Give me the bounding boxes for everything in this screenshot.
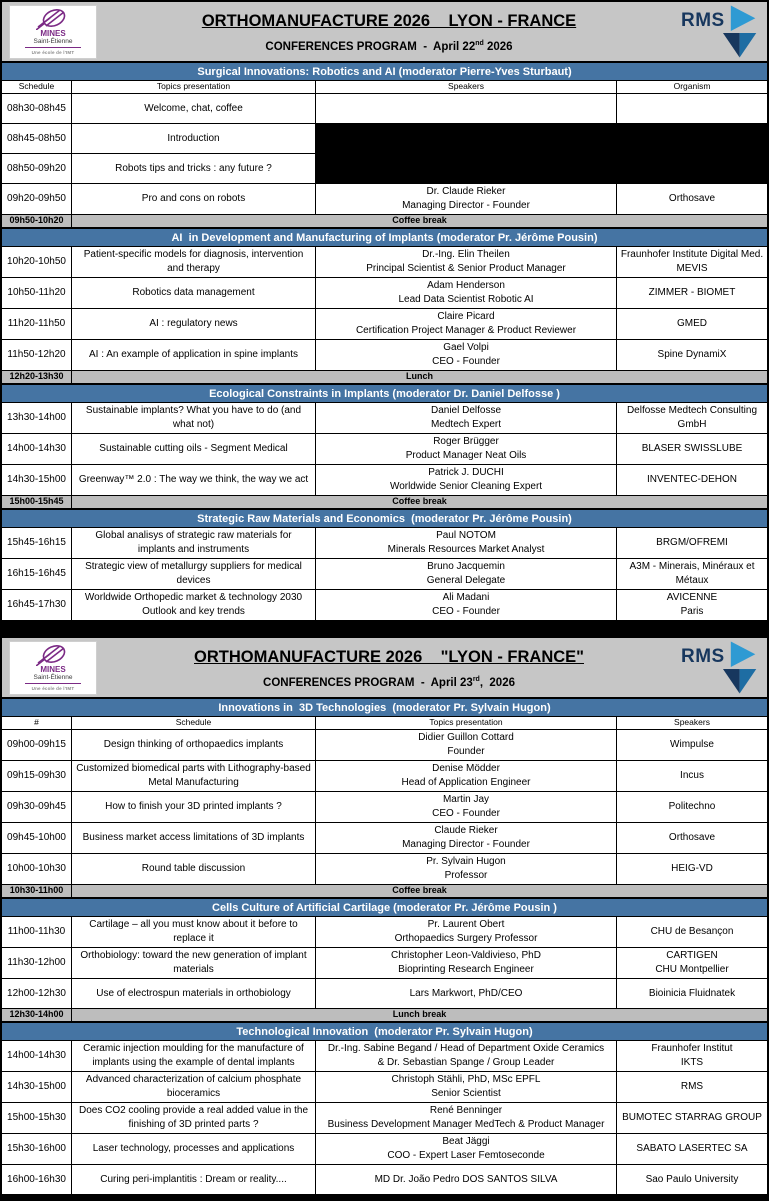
session-row bbox=[2, 278, 767, 309]
topic-cell: Does CO2 cooling provide a real added value in the finishing of 3D printed parts ? bbox=[72, 1103, 316, 1134]
organism-cell bbox=[617, 730, 767, 761]
speakers-cell bbox=[316, 184, 617, 215]
organism-line: HEIG-VD bbox=[671, 863, 713, 874]
organism-cell bbox=[617, 917, 767, 948]
mines-logo-divider bbox=[25, 47, 81, 48]
mines-logo-tagline: Une école de l'IMT bbox=[31, 686, 75, 692]
page-1-sections bbox=[2, 62, 767, 621]
speaker-line: Certification Project Manager & Product Reviewer bbox=[355, 325, 577, 336]
topic-cell: Welcome, chat, coffee bbox=[72, 94, 316, 124]
speaker-line: Professor bbox=[444, 870, 488, 881]
session-row bbox=[2, 403, 767, 434]
speaker-line: Founder bbox=[447, 746, 485, 757]
topic-cell: Worldwide Orthopedic market & technology 2030 Outlook and key trends bbox=[72, 590, 316, 621]
speaker-line: Lars Markwort, PhD/CEO bbox=[409, 987, 523, 999]
topic-cell: Greenway™ 2.0 : The way we think, the way we act bbox=[72, 465, 316, 496]
organism-cell bbox=[617, 1134, 767, 1165]
section-header: Ecological Constraints in Implants (moderator Dr. Daniel Delfosse ) bbox=[2, 384, 767, 403]
organism-line: Orthosave bbox=[668, 832, 716, 843]
speaker-line: Pr. Sylvain Hugon bbox=[426, 856, 506, 867]
organism-cell bbox=[617, 465, 767, 496]
rms-logo bbox=[681, 5, 767, 59]
organism-line: GMED bbox=[677, 318, 707, 329]
speaker-line: Claude Rieker bbox=[434, 825, 498, 836]
organism-cell bbox=[617, 948, 767, 979]
column-header: # bbox=[2, 717, 72, 730]
page-header bbox=[2, 638, 767, 698]
session-row bbox=[2, 1103, 767, 1134]
organism-line: MEVIS bbox=[676, 263, 708, 274]
mines-swirl-icon bbox=[36, 8, 70, 30]
redacted-block bbox=[316, 124, 767, 154]
page-subtitle bbox=[263, 676, 515, 689]
session-row bbox=[2, 528, 767, 559]
organism-cell bbox=[617, 1165, 767, 1195]
page-title: ORTHOMANUFACTURE 2026 LYON - FRANCE bbox=[201, 12, 577, 31]
session-row bbox=[2, 1072, 767, 1103]
break-row bbox=[2, 371, 767, 384]
topic-cell: Cartilage – all you must know about it before to replace it bbox=[72, 917, 316, 948]
speakers-cell bbox=[316, 948, 617, 979]
organism-cell bbox=[617, 403, 767, 434]
organism-line: Fraunhofer Institute Digital Med. bbox=[620, 249, 764, 260]
organism-line: CHU de Besançon bbox=[650, 926, 734, 937]
topic-cell: Patient-specific models for diagnosis, intervention and therapy bbox=[72, 247, 316, 278]
organism-line: BUMOTEC STARRAG GROUP bbox=[622, 1112, 762, 1123]
column-header: Organism bbox=[617, 81, 767, 94]
speakers-cell bbox=[316, 1041, 617, 1072]
organism-cell bbox=[617, 278, 767, 309]
session-row bbox=[2, 1041, 767, 1072]
schedule-cell: 15h00-15h45 bbox=[2, 496, 72, 509]
speaker-line: Minerals Resources Market Analyst bbox=[387, 544, 545, 555]
topic-cell: Robots tips and tricks : any future ? bbox=[72, 154, 316, 184]
mines-logo-divider bbox=[25, 683, 81, 684]
schedule-cell: 10h20-10h50 bbox=[2, 247, 72, 278]
organism-line: CARTIGEN bbox=[666, 950, 718, 961]
speakers-cell bbox=[316, 1103, 617, 1134]
speakers-cell bbox=[316, 94, 617, 124]
speaker-line: Roger Brügger bbox=[433, 436, 499, 447]
speakers-cell bbox=[316, 309, 617, 340]
speaker-line: CEO - Founder bbox=[432, 808, 500, 819]
organism-line: Politechno bbox=[668, 801, 716, 812]
topic-cell: Sustainable cutting oils - Segment Medical bbox=[72, 434, 316, 465]
speakers-cell bbox=[316, 1165, 617, 1195]
topic-cell: Strategic view of metallurgy suppliers for medical devices bbox=[72, 559, 316, 590]
organism-line: INVENTEC-DEHON bbox=[646, 474, 737, 485]
column-header: Schedule bbox=[2, 81, 72, 94]
speaker-line: MD Dr. João Pedro DOS SANTOS SILVA bbox=[374, 1173, 558, 1185]
page-title: ORTHOMANUFACTURE 2026 "LYON - FRANCE" bbox=[194, 648, 584, 667]
page-header-center bbox=[97, 10, 681, 53]
speaker-line: CEO - Founder bbox=[432, 606, 500, 617]
speaker-line: Beat Jäggi bbox=[442, 1136, 490, 1147]
mines-logo-subname: Saint-Étienne bbox=[33, 674, 73, 682]
schedule-cell: 09h30-09h45 bbox=[2, 792, 72, 823]
break-row bbox=[2, 1009, 767, 1022]
column-header-row bbox=[2, 81, 767, 94]
organism-line: A3M - Minerais, Minéraux et bbox=[629, 561, 755, 572]
schedule-cell: 11h20-11h50 bbox=[2, 309, 72, 340]
column-header: Speakers bbox=[617, 717, 767, 730]
section-header: Technological Innovation (moderator Pr. Sylvain Hugon) bbox=[2, 1022, 767, 1041]
page-header-center bbox=[97, 646, 681, 689]
speaker-line: Didier Guillon Cottard bbox=[418, 732, 514, 743]
schedule-cell: 14h30-15h00 bbox=[2, 1072, 72, 1103]
organism-cell bbox=[617, 1041, 767, 1072]
speakers-cell bbox=[316, 1134, 617, 1165]
section-header: Innovations in 3D Technologies (moderator Pr. Sylvain Hugon) bbox=[2, 698, 767, 717]
schedule-cell: 10h00-10h30 bbox=[2, 854, 72, 885]
speaker-line: Senior Scientist bbox=[431, 1088, 501, 1099]
session-row bbox=[2, 154, 767, 184]
break-row bbox=[2, 215, 767, 228]
speaker-line: Adam Henderson bbox=[427, 280, 505, 291]
speaker-line: Lead Data Scientist Robotic AI bbox=[398, 294, 534, 305]
program-page-april-23 bbox=[0, 636, 769, 1197]
speaker-line: Pr. Laurent Obert bbox=[427, 919, 505, 930]
speaker-line: Gael Volpi bbox=[443, 342, 489, 353]
topic-cell: Pro and cons on robots bbox=[72, 184, 316, 215]
schedule-cell: 15h45-16h15 bbox=[2, 528, 72, 559]
speaker-line: Dr. Claude Rieker bbox=[426, 186, 506, 197]
subtitle-ordinal: nd bbox=[475, 40, 484, 48]
section-header: AI in Development and Manufacturing of Implants (moderator Pr. Jérôme Pousin) bbox=[2, 228, 767, 247]
page-2-sections bbox=[2, 698, 767, 1195]
session-row bbox=[2, 309, 767, 340]
topic-cell: How to finish your 3D printed implants ? bbox=[72, 792, 316, 823]
mines-logo-name: MINES bbox=[40, 664, 66, 674]
speaker-line: Ali Madani bbox=[442, 592, 490, 603]
topic-cell: Design thinking of orthopaedics implants bbox=[72, 730, 316, 761]
topic-cell: Advanced characterization of calcium phosphate bioceramics bbox=[72, 1072, 316, 1103]
topic-cell: Robotics data management bbox=[72, 278, 316, 309]
speaker-line: Dr.-Ing. Elin Theilen bbox=[422, 249, 510, 260]
session-row bbox=[2, 917, 767, 948]
speaker-line: Orthopaedics Surgery Professor bbox=[394, 933, 538, 944]
organism-cell bbox=[617, 94, 767, 124]
speakers-cell bbox=[316, 434, 617, 465]
organism-line: RMS bbox=[680, 1081, 704, 1092]
schedule-cell: 09h50-10h20 bbox=[2, 215, 72, 228]
speaker-line: René Benninger bbox=[429, 1105, 503, 1116]
schedule-cell: 12h00-12h30 bbox=[2, 979, 72, 1009]
mines-swirl-icon bbox=[36, 644, 70, 666]
section-header: Strategic Raw Materials and Economics (moderator Pr. Jérôme Pousin) bbox=[2, 509, 767, 528]
break-row bbox=[2, 496, 767, 509]
session-row bbox=[2, 854, 767, 885]
schedule-cell: 15h30-16h00 bbox=[2, 1134, 72, 1165]
speaker-line: Managing Director - Founder bbox=[402, 200, 530, 211]
schedule-cell: 11h50-12h20 bbox=[2, 340, 72, 371]
speaker-line: Bioprinting Research Engineer bbox=[398, 964, 534, 975]
speaker-line: Worldwide Senior Cleaning Expert bbox=[389, 481, 543, 492]
session-row bbox=[2, 761, 767, 792]
topic-cell: Ceramic injection moulding for the manufacture of implants using the example of dental implants bbox=[72, 1041, 316, 1072]
speakers-cell bbox=[316, 979, 617, 1009]
mines-saint-etienne-logo bbox=[9, 5, 97, 59]
column-header-row bbox=[2, 717, 767, 730]
organism-cell bbox=[617, 528, 767, 559]
break-label: Coffee break bbox=[72, 496, 767, 509]
organism-line: Paris bbox=[680, 606, 704, 617]
organism-line: Sao Paulo University bbox=[645, 1173, 739, 1185]
schedule-cell: 10h30-11h00 bbox=[2, 885, 72, 898]
session-row bbox=[2, 340, 767, 371]
topic-cell: Global analisys of strategic raw materials for implants and instruments bbox=[72, 528, 316, 559]
session-row bbox=[2, 1165, 767, 1195]
organism-line: ZIMMER - BIOMET bbox=[648, 287, 736, 298]
speakers-cell bbox=[316, 590, 617, 621]
schedule-cell: 08h45-08h50 bbox=[2, 124, 72, 154]
topic-cell: AI : regulatory news bbox=[72, 309, 316, 340]
organism-line: BRGM/OFREMI bbox=[656, 537, 728, 548]
section-header: Surgical Innovations: Robotics and AI (moderator Pierre-Yves Sturbaut) bbox=[2, 62, 767, 81]
schedule-cell: 11h00-11h30 bbox=[2, 917, 72, 948]
topic-cell: Customized biomedical parts with Lithography-based Metal Manufacturing bbox=[72, 761, 316, 792]
organism-cell bbox=[617, 823, 767, 854]
rms-logo-text: RMS bbox=[681, 645, 725, 667]
organism-line: BLASER SWISSLUBE bbox=[641, 443, 743, 454]
rms-logo bbox=[681, 641, 767, 695]
session-row bbox=[2, 465, 767, 496]
topic-cell: Sustainable implants? What you have to do (and what not) bbox=[72, 403, 316, 434]
page-subtitle bbox=[265, 40, 512, 53]
schedule-cell: 12h20-13h30 bbox=[2, 371, 72, 384]
organism-line: Spine DynamiX bbox=[657, 349, 727, 360]
column-header: Schedule bbox=[72, 717, 316, 730]
speakers-cell bbox=[316, 559, 617, 590]
speaker-line: COO - Expert Laser Femtoseconde bbox=[387, 1150, 545, 1161]
schedule-cell: 09h15-09h30 bbox=[2, 761, 72, 792]
session-row bbox=[2, 184, 767, 215]
rms-diamond-icon bbox=[722, 641, 757, 695]
speakers-cell bbox=[316, 403, 617, 434]
subtitle-text: CONFERENCES PROGRAM - April 23 bbox=[263, 676, 473, 689]
topic-cell: AI : An example of application in spine implants bbox=[72, 340, 316, 371]
schedule-cell: 10h50-11h20 bbox=[2, 278, 72, 309]
topic-cell: Laser technology, processes and applications bbox=[72, 1134, 316, 1165]
speakers-cell bbox=[316, 823, 617, 854]
speaker-line: Principal Scientist & Senior Product Manager bbox=[366, 263, 566, 274]
speakers-cell bbox=[316, 278, 617, 309]
speaker-line: Product Manager Neat Oils bbox=[405, 450, 527, 461]
session-row bbox=[2, 559, 767, 590]
speakers-cell bbox=[316, 247, 617, 278]
break-label: Lunch break bbox=[72, 1009, 767, 1022]
speaker-line: Claire Picard bbox=[437, 311, 495, 322]
speaker-line: Dr.-Ing. Sabine Begand / Head of Department Oxide Ceramics bbox=[327, 1043, 605, 1054]
speaker-line: Christopher Leon-Valdivieso, PhD bbox=[391, 950, 541, 961]
speaker-line: Denise Mödder bbox=[432, 763, 500, 774]
organism-line: CHU Montpellier bbox=[655, 964, 729, 975]
mines-logo-subname: Saint-Étienne bbox=[33, 38, 73, 46]
schedule-cell: 08h50-09h20 bbox=[2, 154, 72, 184]
speaker-line: Christoph Stähli, PhD, MSc EPFL bbox=[391, 1074, 541, 1085]
speakers-cell bbox=[316, 340, 617, 371]
speaker-line: Paul NOTOM bbox=[436, 530, 496, 541]
organism-line: IKTS bbox=[680, 1057, 704, 1068]
speaker-line: Martin Jay bbox=[442, 794, 490, 805]
speakers-cell bbox=[316, 792, 617, 823]
organism-line: Wimpulse bbox=[670, 739, 714, 750]
speaker-line: & Dr. Sebastian Spange / Group Leader bbox=[377, 1057, 555, 1068]
topic-cell: Curing peri-implantitis : Dream or reality.... bbox=[72, 1165, 316, 1195]
break-label: Lunch bbox=[72, 371, 767, 384]
rms-diamond-icon bbox=[722, 5, 757, 59]
organism-cell bbox=[617, 434, 767, 465]
mines-logo-tagline: Une école de l'IMT bbox=[31, 50, 75, 56]
organism-cell bbox=[617, 247, 767, 278]
speaker-line: Bruno Jacquemin bbox=[427, 561, 505, 572]
organism-line: Fraunhofer Institut bbox=[651, 1043, 733, 1054]
organism-cell bbox=[617, 340, 767, 371]
organism-line: Orthosave bbox=[668, 193, 716, 204]
session-row bbox=[2, 730, 767, 761]
subtitle-ordinal: rd bbox=[472, 676, 480, 684]
schedule-cell: 16h15-16h45 bbox=[2, 559, 72, 590]
bottom-border-bar bbox=[0, 1197, 769, 1201]
schedule-cell: 16h45-17h30 bbox=[2, 590, 72, 621]
speaker-line: Business Development Manager MedTech & Product Manager bbox=[327, 1119, 605, 1130]
speakers-cell bbox=[316, 465, 617, 496]
speakers-cell bbox=[316, 917, 617, 948]
organism-cell bbox=[617, 792, 767, 823]
session-row bbox=[2, 823, 767, 854]
organism-cell bbox=[617, 1103, 767, 1134]
organism-line: SABATO LASERTEC SA bbox=[636, 1143, 748, 1154]
session-row bbox=[2, 979, 767, 1009]
session-row bbox=[2, 1134, 767, 1165]
speaker-line: Daniel Delfosse bbox=[430, 405, 502, 416]
section-header: Cells Culture of Artificial Cartilage (moderator Pr. Jérôme Pousin ) bbox=[2, 898, 767, 917]
break-label: Coffee break bbox=[72, 885, 767, 898]
break-row bbox=[2, 885, 767, 898]
break-label: Coffee break bbox=[72, 215, 767, 228]
topic-cell: Use of electrospun materials in orthobiology bbox=[72, 979, 316, 1009]
organism-cell bbox=[617, 559, 767, 590]
session-row bbox=[2, 94, 767, 124]
topic-cell: Introduction bbox=[72, 124, 316, 154]
organism-line: AVICENNE bbox=[666, 592, 718, 603]
schedule-cell: 09h00-09h15 bbox=[2, 730, 72, 761]
session-row bbox=[2, 948, 767, 979]
speakers-cell bbox=[316, 1072, 617, 1103]
mines-saint-etienne-logo bbox=[9, 641, 97, 695]
page-header bbox=[2, 2, 767, 62]
schedule-cell: 15h00-15h30 bbox=[2, 1103, 72, 1134]
speakers-cell bbox=[316, 730, 617, 761]
organism-line: GmbH bbox=[677, 419, 707, 430]
speaker-line: Managing Director - Founder bbox=[402, 839, 530, 850]
schedule-cell: 13h30-14h00 bbox=[2, 403, 72, 434]
organism-cell bbox=[617, 761, 767, 792]
session-row bbox=[2, 124, 767, 154]
organism-line: Incus bbox=[680, 770, 704, 781]
mines-logo-name: MINES bbox=[40, 28, 66, 38]
page-divider bbox=[0, 623, 769, 636]
topic-cell: Orthobiology: toward the new generation of implant materials bbox=[72, 948, 316, 979]
rms-logo-text: RMS bbox=[681, 9, 725, 31]
topic-cell: Business market access limitations of 3D implants bbox=[72, 823, 316, 854]
speakers-cell bbox=[316, 761, 617, 792]
topic-cell: Round table discussion bbox=[72, 854, 316, 885]
speaker-line: CEO - Founder bbox=[432, 356, 500, 367]
schedule-cell: 11h30-12h00 bbox=[2, 948, 72, 979]
organism-cell bbox=[617, 590, 767, 621]
schedule-cell: 14h00-14h30 bbox=[2, 1041, 72, 1072]
speaker-line: Head of Application Engineer bbox=[401, 777, 531, 788]
redacted-block bbox=[316, 154, 767, 184]
organism-cell bbox=[617, 854, 767, 885]
schedule-cell: 12h30-14h00 bbox=[2, 1009, 72, 1022]
organism-cell bbox=[617, 309, 767, 340]
organism-cell bbox=[617, 184, 767, 215]
subtitle-text: CONFERENCES PROGRAM - April 22 bbox=[265, 40, 476, 53]
column-header: Topics presentation bbox=[316, 717, 617, 730]
speaker-line: Patrick J. DUCHI bbox=[428, 467, 504, 478]
speakers-cell bbox=[316, 528, 617, 559]
session-row bbox=[2, 792, 767, 823]
organism-line: Métaux bbox=[675, 575, 709, 586]
column-header: Topics presentation bbox=[72, 81, 316, 94]
schedule-cell: 14h00-14h30 bbox=[2, 434, 72, 465]
subtitle-year: 2026 bbox=[483, 40, 513, 53]
schedule-cell: 16h00-16h30 bbox=[2, 1165, 72, 1195]
schedule-cell: 09h20-09h50 bbox=[2, 184, 72, 215]
column-header: Speakers bbox=[316, 81, 617, 94]
organism-cell bbox=[617, 1072, 767, 1103]
speaker-line: General Delegate bbox=[426, 575, 506, 586]
schedule-cell: 09h45-10h00 bbox=[2, 823, 72, 854]
subtitle-year: , 2026 bbox=[479, 676, 515, 689]
speaker-line: Medtech Expert bbox=[430, 419, 502, 430]
schedule-cell: 14h30-15h00 bbox=[2, 465, 72, 496]
organism-line: Bioinicia Fluidnatek bbox=[648, 987, 736, 999]
organism-cell bbox=[617, 979, 767, 1009]
organism-line: Delfosse Medtech Consulting bbox=[626, 405, 758, 416]
session-row bbox=[2, 247, 767, 278]
session-row bbox=[2, 434, 767, 465]
schedule-cell: 08h30-08h45 bbox=[2, 94, 72, 124]
session-row bbox=[2, 590, 767, 621]
speakers-cell bbox=[316, 854, 617, 885]
